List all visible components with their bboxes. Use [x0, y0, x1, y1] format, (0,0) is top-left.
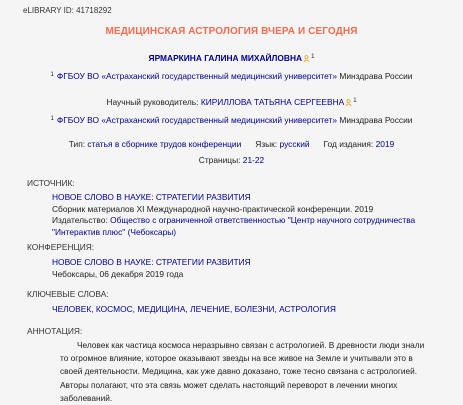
elibrary-id: eLIBRARY ID: 41718292: [23, 6, 112, 15]
keywords-label: КЛЮЧЕВЫЕ СЛОВА:: [27, 289, 109, 299]
affiliation-2: [0, 115, 463, 125]
supervisor-line: [0, 97, 463, 107]
conference-label: КОНФЕРЕНЦИЯ:: [27, 242, 95, 252]
publication-title: МЕДИЦИНСКАЯ АСТРОЛОГИЯ ВЧЕРА И СЕГОДНЯ: [105, 26, 358, 37]
publisher-link-cont[interactable]: "Интерактив плюс" (Чебоксары): [52, 226, 177, 237]
annotation-label: АННОТАЦИЯ:: [27, 326, 83, 336]
supervisor-label: Научный руководитель:: [106, 97, 201, 107]
source-label: ИСТОЧНИК:: [27, 178, 75, 188]
affiliation-1-num: 1: [50, 72, 54, 78]
year-value: 2019: [375, 139, 395, 149]
pages-line: [0, 155, 463, 165]
language-label: Язык:: [255, 139, 280, 149]
person-icon[interactable]: [303, 55, 310, 62]
affiliation-1: [0, 71, 463, 81]
type-value: статья в сборнике трудов конференции: [87, 139, 242, 149]
supervisor-name-link[interactable]: КИРИЛЛОВА ТАТЬЯНА СЕРГЕЕВНА: [200, 97, 345, 107]
type-label: Тип:: [68, 139, 88, 149]
affiliation-2-num: 1: [50, 116, 54, 122]
affiliation-1-org-link[interactable]: ФГБОУ ВО «Астраханский государственный медицинский университет»: [56, 71, 338, 81]
pages-label: Страницы:: [198, 155, 243, 165]
pages-value: 21-22: [242, 155, 265, 165]
source-body: [52, 192, 415, 238]
annotation-text: Человек как частица космоса неразрывно связан с астрологией. В древности люди знали то огромное влияние, которое оказывают звезды на все живое на Земле и учитывали это в своей деятельности. Медицина, как уже давно доказано, тоже тесно связана с астрологией. Авторы полагают, что эта связь может сделать настоящий переворот в лечении многих заболеваний.: [60, 340, 425, 403]
source-collection: Сборник материалов XI Международной научно-практической конференции. 2019: [52, 203, 374, 214]
affiliation-2-rest: Минздрава России: [337, 115, 413, 125]
source-title-link[interactable]: НОВОЕ СЛОВО В НАУКЕ: СТРАТЕГИИ РАЗВИТИЯ: [52, 192, 251, 202]
author-affil-sup: 1: [311, 54, 315, 60]
author-name-link[interactable]: ЯРМАРКИНА ГАЛИНА МИХАЙЛОВНА: [148, 53, 303, 63]
conference-place-date: Чебоксары, 06 декабря 2019 года: [52, 268, 184, 279]
conference-title-link[interactable]: НОВОЕ СЛОВО В НАУКЕ: СТРАТЕГИИ РАЗВИТИЯ: [52, 257, 251, 267]
affiliation-1-rest: Минздрава России: [337, 71, 413, 81]
publication-meta: [0, 139, 463, 149]
keywords-list[interactable]: ЧЕЛОВЕК, КОСМОС, МЕДИЦИНА, ЛЕЧЕНИЕ, БОЛЕЗНИ, АСТРОЛОГИЯ: [52, 304, 336, 314]
year-label: Год издания:: [323, 139, 376, 149]
publisher-label: Издательство:: [52, 215, 111, 225]
affiliation-2-org-link[interactable]: ФГБОУ ВО «Астраханский государственный медицинский университет»: [56, 115, 338, 125]
supervisor-affil-sup: 1: [353, 98, 357, 104]
author-line: [0, 53, 463, 63]
publisher-link[interactable]: Общество с ограниченной ответственностью "Центр научного сотрудничества: [110, 215, 416, 225]
person-icon[interactable]: [345, 99, 352, 106]
conference-body: [52, 257, 251, 280]
language-value: русский: [279, 139, 310, 149]
keywords-body: [52, 304, 336, 316]
